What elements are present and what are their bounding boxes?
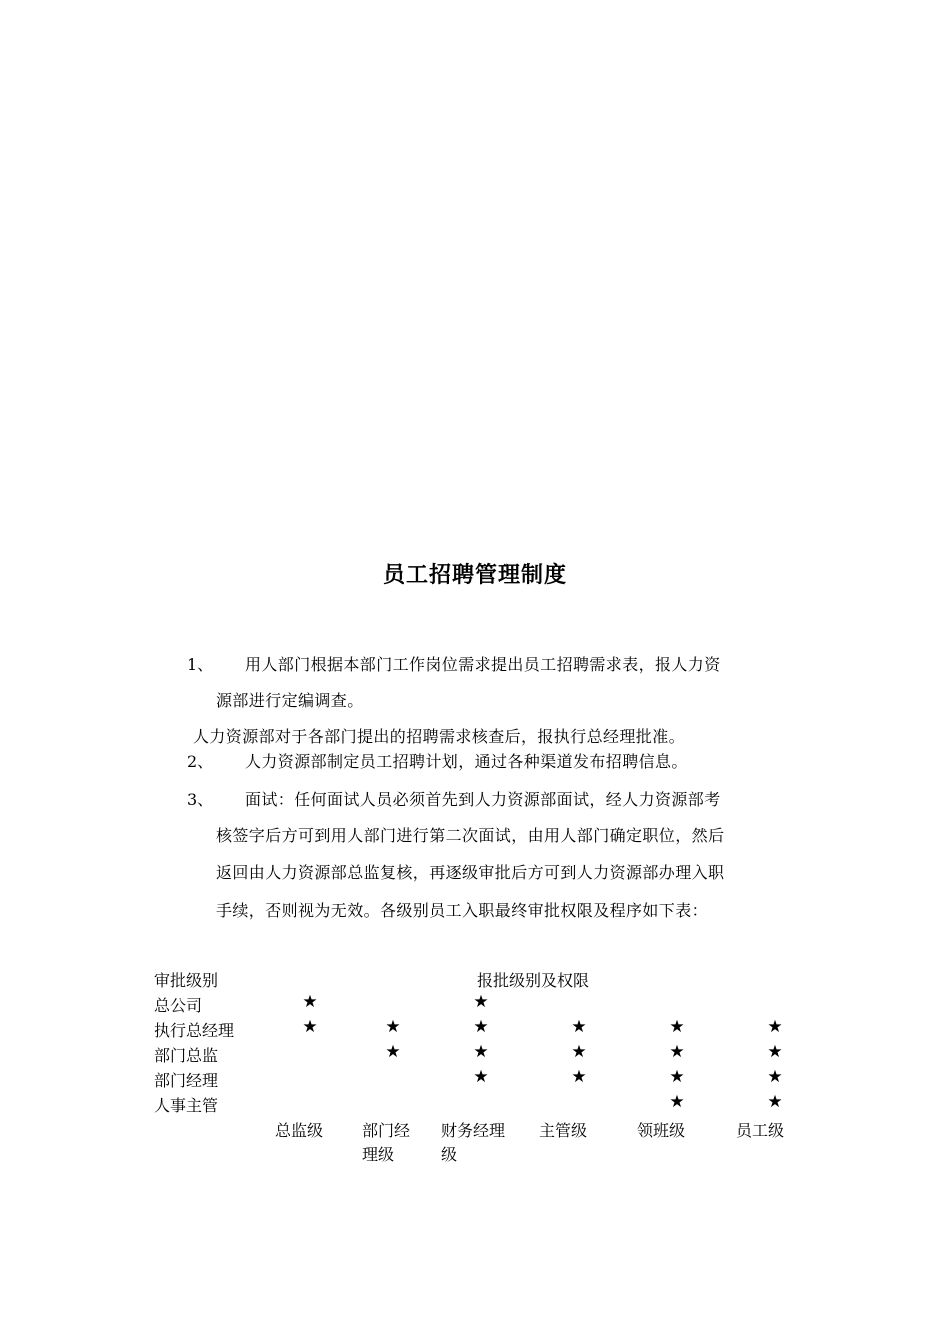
table-column-label: 员工级 — [736, 1121, 785, 1140]
item-number: 2、 — [187, 752, 214, 771]
star-mark: ★ — [302, 1017, 318, 1037]
star-mark: ★ — [669, 1067, 685, 1087]
star-mark: ★ — [473, 1017, 489, 1037]
table-column-label: 总监级 — [275, 1121, 324, 1140]
table-column-label: 部门经 — [362, 1121, 411, 1140]
star-mark: ★ — [473, 1042, 489, 1062]
document-title: 员工招聘管理制度 — [382, 562, 567, 588]
paragraph-line: 人力资源部制定员工招聘计划，通过各种渠道发布招聘信息。 — [245, 752, 688, 771]
star-mark: ★ — [669, 1017, 685, 1037]
star-mark: ★ — [571, 1042, 587, 1062]
paragraph-line: 返回由人力资源部总监复核，再逐级审批后方可到人力资源部办理入职 — [216, 863, 725, 882]
table-row-label: 执行总经理 — [154, 1021, 235, 1040]
paragraph-line: 用人部门根据本部门工作岗位需求提出员工招聘需求表，报人力资 — [245, 655, 721, 674]
star-mark: ★ — [571, 1017, 587, 1037]
star-mark: ★ — [473, 992, 489, 1012]
star-mark: ★ — [302, 992, 318, 1012]
paragraph-line: 核签字后方可到用人部门进行第二次面试，由用人部门确定职位，然后 — [216, 826, 725, 845]
table-row-label: 部门经理 — [154, 1071, 219, 1090]
item-number: 3、 — [187, 790, 214, 809]
paragraph-line: 面试：任何面试人员必须首先到人力资源部面试，经人力资源部考 — [245, 790, 721, 809]
table-column-label: 级 — [441, 1145, 458, 1164]
star-mark: ★ — [767, 1017, 783, 1037]
table-group-header: 报批级别及权限 — [477, 971, 590, 990]
table-row-label: 部门总监 — [154, 1046, 219, 1065]
star-mark: ★ — [767, 1042, 783, 1062]
table-row-label: 人事主管 — [154, 1096, 219, 1115]
star-mark: ★ — [473, 1067, 489, 1087]
table-column-label: 财务经理 — [441, 1121, 506, 1140]
star-mark: ★ — [385, 1042, 401, 1062]
table-row-header: 审批级别 — [154, 971, 219, 990]
star-mark: ★ — [669, 1092, 685, 1112]
item-number: 1、 — [187, 655, 214, 674]
table-column-label: 理级 — [362, 1145, 395, 1164]
star-mark: ★ — [385, 1017, 401, 1037]
table-row-label: 总公司 — [154, 996, 203, 1015]
paragraph-line: 源部进行定编调查。 — [216, 691, 364, 710]
star-mark: ★ — [669, 1042, 685, 1062]
paragraph-line: 手续，否则视为无效。各级别员工入职最终审批权限及程序如下表： — [216, 901, 709, 920]
star-mark: ★ — [767, 1092, 783, 1112]
star-mark: ★ — [767, 1067, 783, 1087]
star-mark: ★ — [571, 1067, 587, 1087]
table-column-label: 领班级 — [637, 1121, 686, 1140]
table-column-label: 主管级 — [539, 1121, 588, 1140]
paragraph-line: 人力资源部对于各部门提出的招聘需求核查后，报执行总经理批准。 — [193, 727, 686, 746]
